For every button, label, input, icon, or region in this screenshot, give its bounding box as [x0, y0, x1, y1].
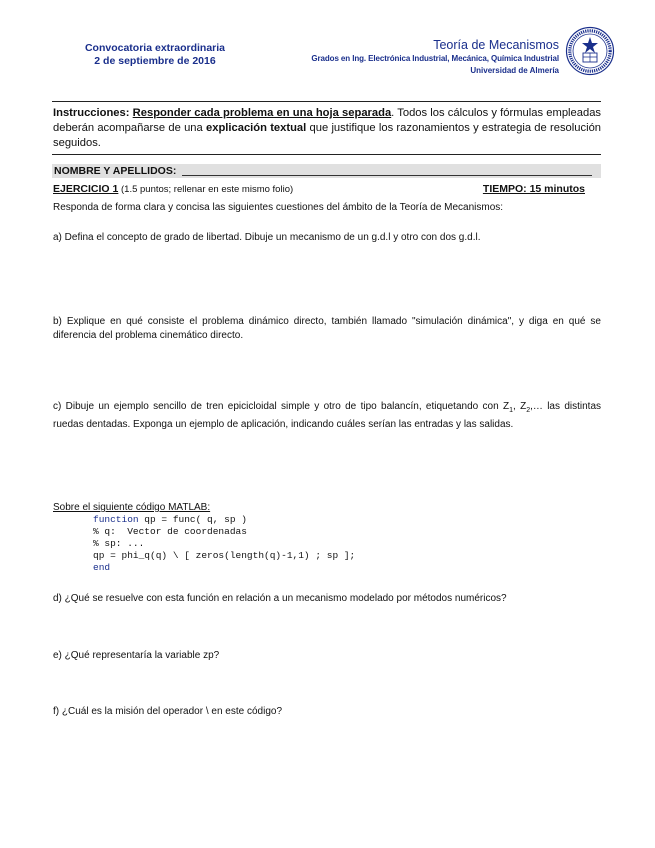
convocatoria-label: Convocatoria extraordinaria [84, 42, 226, 54]
exercise-intro: Responda de forma clara y concisa las siguientes cuestiones del ámbito de la Teoría de Mecanismos: [53, 202, 504, 213]
question-c [53, 400, 601, 432]
question-c-text-1: c) Dibuje un ejemplo sencillo de tren epicicloidal simple y otro de tipo balancín, etiquetando con Z [53, 401, 510, 412]
exercise-header [53, 183, 293, 196]
code-keyword-end: end [93, 562, 111, 573]
degrees-line: Grados en Ing. Electrónica Industrial, Mecánica, Química Industrial [311, 54, 559, 63]
name-fill-line[interactable] [182, 175, 592, 176]
question-c-text-3: ,… las distintas ruedas dentadas. Exponga un ejemplo de aplicación, indicando cuáles serían las entradas y las salidas. [53, 401, 602, 430]
subscript-2: 2 [526, 407, 531, 414]
question-a: a) Defina el concepto de grado de libertad. Dibuje un mecanismo de un g.d.l y otro con dos g.d.l. [53, 232, 481, 243]
instructions-text-1: . Todos los cálculos y fórmulas empleadas deberán acompañarse de una [53, 107, 602, 134]
question-e: e) ¿Qué representaría la variable zp? [53, 650, 220, 661]
course-title: Teoría de Mecanismos [433, 38, 559, 52]
instructions-divider [52, 154, 601, 155]
university-seal-icon [565, 26, 615, 76]
exercise-time: TIEMPO: 15 minutos [482, 183, 585, 195]
code-keyword-function: function [93, 514, 139, 525]
exercise-points: (1.5 puntos; rellenar en este mismo folio) [118, 184, 294, 195]
name-label: NOMBRE Y APELLIDOS: [54, 165, 177, 177]
code-intro: Sobre el siguiente código MATLAB: [53, 502, 211, 513]
code-line-3: % sp: ... [93, 538, 145, 549]
exam-date: 2 de septiembre de 2016 [94, 55, 216, 67]
instructions-label: Instrucciones: [53, 107, 130, 119]
university-name: Universidad de Almería [470, 66, 559, 75]
instructions-emphasis-separate-sheet: Responder cada problema en una hoja separada [132, 107, 392, 119]
code-line-1: qp = func( q, sp ) [138, 514, 247, 525]
matlab-code [93, 514, 355, 574]
subscript-1: 1 [509, 407, 513, 414]
question-f: f) ¿Cuál es la misión del operador \ en este código? [53, 706, 283, 717]
instructions-emphasis-textual: explicación textual [206, 122, 307, 134]
course-header [311, 38, 559, 76]
question-c-text-2: , Z [512, 401, 527, 412]
instructions [53, 106, 601, 151]
exercise-title: EJERCICIO 1 [53, 183, 119, 195]
code-line-2: % q: Vector de coordenadas [93, 526, 247, 537]
question-b: b) Explique en qué consiste el problema dinámico directo, también llamado "simulación dinámica", y diga en qué se diferencia del problema cinemático directo. [53, 316, 601, 341]
top-divider [52, 101, 601, 102]
code-line-4: qp = phi_q(q) \ [ zeros(length(q)-1,1) ; sp ]; [93, 550, 356, 561]
question-d: d) ¿Qué se resuelve con esta función en relación a un mecanismo modelado por métodos numéricos? [53, 593, 507, 604]
instructions-text-2: que justifique los razonamientos y estrategia de resolución seguidos. [53, 122, 602, 149]
exam-session [60, 42, 250, 68]
